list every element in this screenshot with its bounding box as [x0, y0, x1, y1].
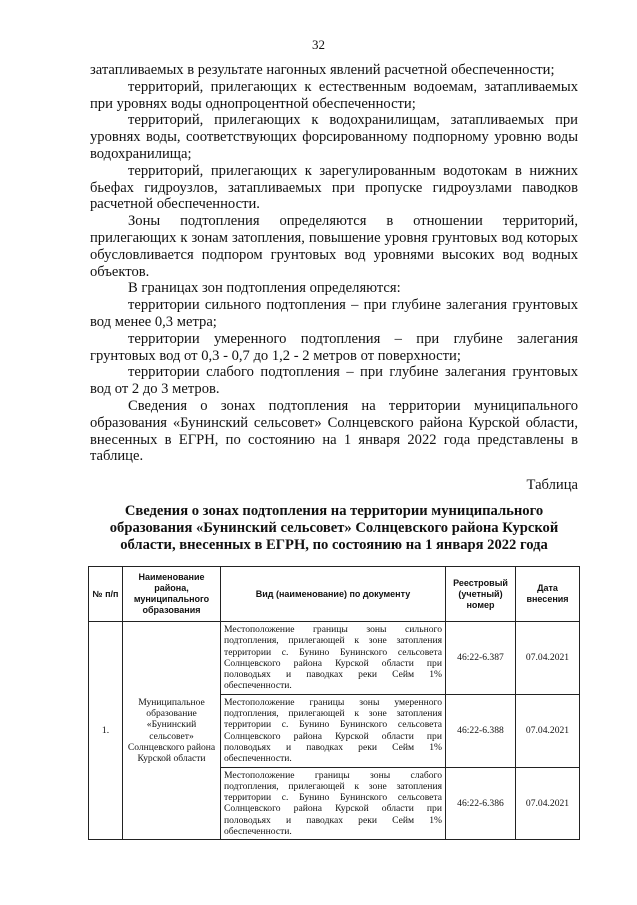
table-title: Сведения о зонах подтопления на территории муниципального образования «Бунинский сельсовет» Солнцевского района Курской области, внесенных в ЕГРН, по состоянию на 1 января 2022 года — [109, 503, 559, 553]
paragraph: территорий, прилегающих к зарегулированным водотокам в нижних бьефах гидроузлов, затапливаемых при пропуске гидроузлами паводков расчетной обеспеченности. — [90, 162, 578, 213]
cell-kind: Местоположение границы зоны сильного подтопления, прилегающей к зоне затопления территории с. Бунино Бунинского сельсовета Солнцевского района Курской области при половодьях и паводках реки Сейм 1% обеспеченности. — [221, 622, 446, 695]
table-header-row — [89, 567, 580, 622]
header-num: № п/п — [89, 567, 123, 622]
cell-kind: Местоположение границы зоны слабого подтопления, прилегающей к зоне затопления территории с. Бунино Бунинского сельсовета Солнцевского района Курской области при половодьях и паводках реки Сейм 1% обеспеченности. — [221, 767, 446, 840]
paragraph: территорий, прилегающих к водохранилищам, затапливаемых при уровнях воды, соответствующих форсированному подпорному уровню воды водохранилища; — [90, 112, 578, 162]
header-date: Дата внесения — [516, 567, 580, 622]
paragraph: территории сильного подтопления – при глубине залегания грунтовых вод менее 0,3 метра; — [90, 297, 578, 330]
paragraph: затапливаемых в результате нагонных явлений расчетной обеспеченности; — [90, 62, 555, 78]
cell-date: 07.04.2021 — [516, 694, 580, 767]
paragraph: территории умеренного подтопления – при глубине залегания грунтовых вод от 0,3 - 0,7 до 1,2 - 2 метров от поверхности; — [90, 330, 578, 364]
cell-kind: Местоположение границы зоны умеренного подтопления, прилегающей к зоне затопления территории с. Бунино Бунинского сельсовета Солнцевского района Курской области при половодьях и паводках реки Сейм 1% обеспеченности. — [221, 694, 446, 767]
table-row — [89, 622, 580, 695]
cell-registry: 46:22-6.386 — [446, 767, 516, 840]
paragraph: территории слабого подтопления – при глубине залегания грунтовых вод от 2 до 3 метров. — [90, 364, 578, 398]
table-label: Таблица — [526, 477, 578, 493]
cell-registry: 46:22-6.388 — [446, 694, 516, 767]
cell-district: Муниципальное образование «Бунинский сельсовет» Солнцевского района Курской области — [123, 622, 221, 840]
page-number: 32 — [312, 37, 325, 52]
paragraph: территорий, прилегающих к естественным водоемам, затапливаемых при уровнях воды однопроцентной обеспеченности; — [90, 78, 578, 112]
cell-registry: 46:22-6.387 — [446, 622, 516, 695]
zones-table — [88, 566, 580, 840]
paragraph: Сведения о зонах подтопления на территории муниципального образования «Бунинский сельсовет» Солнцевского района Курской области, внесенных в ЕГРН, по состоянию на 1 января 2022 года представлены в таблице. — [90, 397, 578, 465]
cell-date: 07.04.2021 — [516, 622, 580, 695]
paragraph: В границах зон подтопления определяются: — [128, 280, 401, 297]
cell-date: 07.04.2021 — [516, 767, 580, 840]
paragraph: Зоны подтопления определяются в отношении территорий, прилегающих к зонам затопления, повышение уровня грунтовых вод которых обусловливается подпором грунтовых вод уровнями высоких вод водных объектов. — [90, 213, 578, 280]
body-text — [90, 62, 578, 465]
header-registry: Реестровый (учетный) номер — [446, 567, 516, 622]
header-district: Наименование района, муниципального образования — [123, 567, 221, 622]
cell-num: 1. — [89, 622, 123, 840]
header-kind: Вид (наименование) по документу — [221, 567, 446, 622]
